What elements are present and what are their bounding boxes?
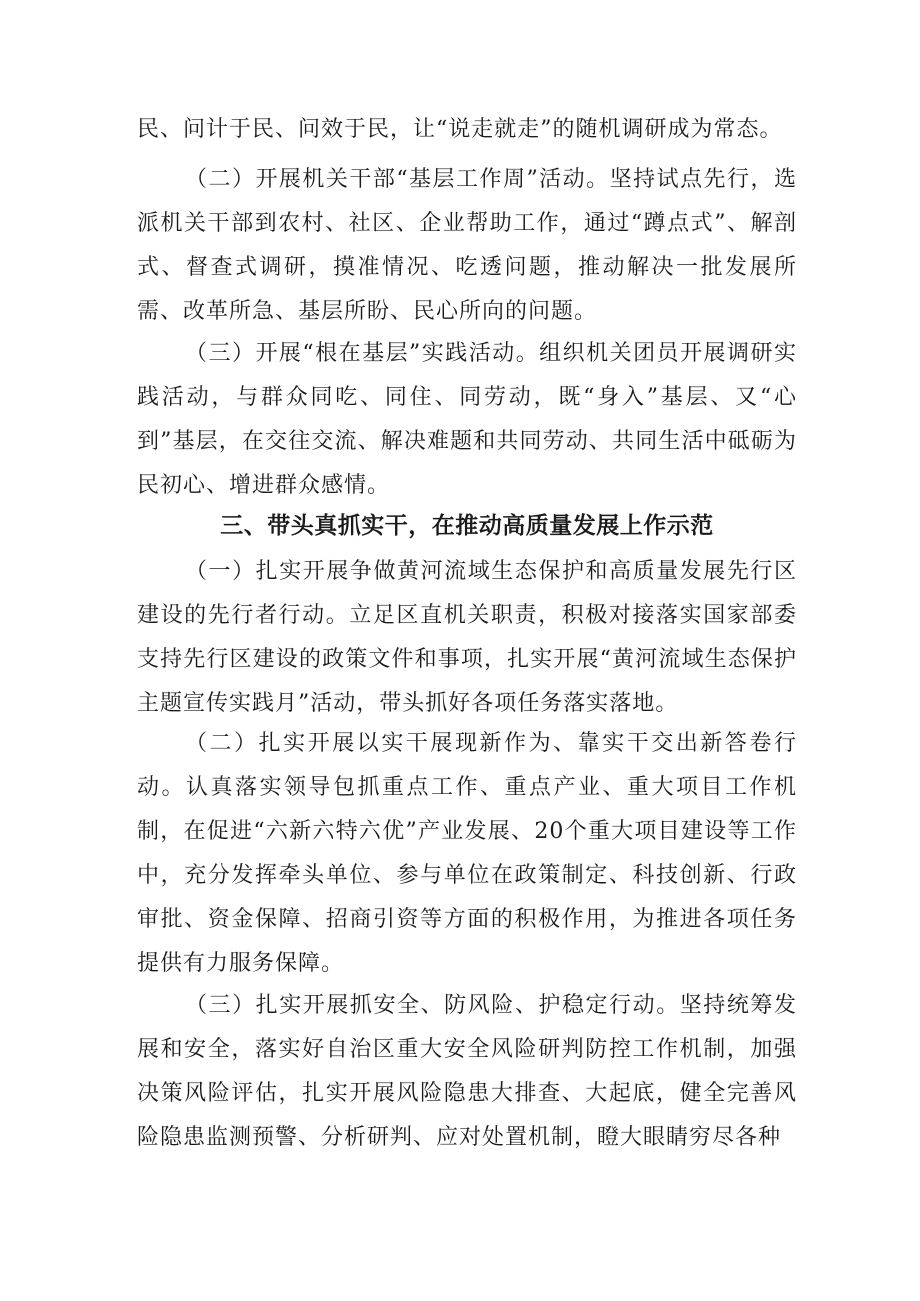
paragraph-yellow-river-pioneer: （一）扎实开展争做黄河流域生态保护和高质量发展先行区建设的先行者行动。立足区直机关职责，积极对接落实国家部委支持先行区建设的政策文件和事项，扎实开展“黄河流域生态保护主题宣传实践月”活动，带头抓好各项任务落实落地。 [137,559,797,716]
paragraph-continuation: 民、问计于民、问效于民，让“说走就走”的随机调研成为常态。 [137,117,783,142]
paragraph-roots-in-grassroots: （三）开展“根在基层”实践活动。组织机关团员开展调研实践活动，与群众同吃、同住、同劳动，既“身入”基层、又“心到”基层，在交往交流、解决难题和共同劳动、共同生活中砥砺为民初心、增进群众感情。 [137,341,797,498]
paragraph-grassroots-work-week: （二）开展机关干部“基层工作周”活动。坚持试点先行，选派机关干部到农村、社区、企业帮助工作，通过“蹲点式”、解剖式、督查式调研，摸准情况、吃透问题，推动解决一批发展所需、改革所急、基层所盼、民心所向的问题。 [137,167,797,324]
paragraph-practical-action: （二）扎实开展以实干展现新作为、靠实干交出新答卷行动。认真落实领导包抓重点工作、重点产业、重大项目工作机制，在促进“六新六特六优”产业发展、20个重大项目建设等工作中，充分发挥牵头单位、参与单位在政策制定、科技创新、行政审批、资金保障、招商引资等方面的积极作用，为推进各项任务提供有力服务保障。 [137,731,797,976]
section-heading-3: 三、带头真抓实干，在推动高质量发展上作示范 [220,513,714,539]
paragraph-safety-risk-stability: （三）扎实开展抓安全、防风险、护稳定行动。坚持统筹发展和安全，落实好自治区重大安全风险研判防控工作机制，加强决策风险评估，扎实开展风险隐患大排查、大起底，健全完善风险隐患监测预警、分析研判、应对处置机制，瞪大眼睛穷尽各种 [137,993,797,1150]
